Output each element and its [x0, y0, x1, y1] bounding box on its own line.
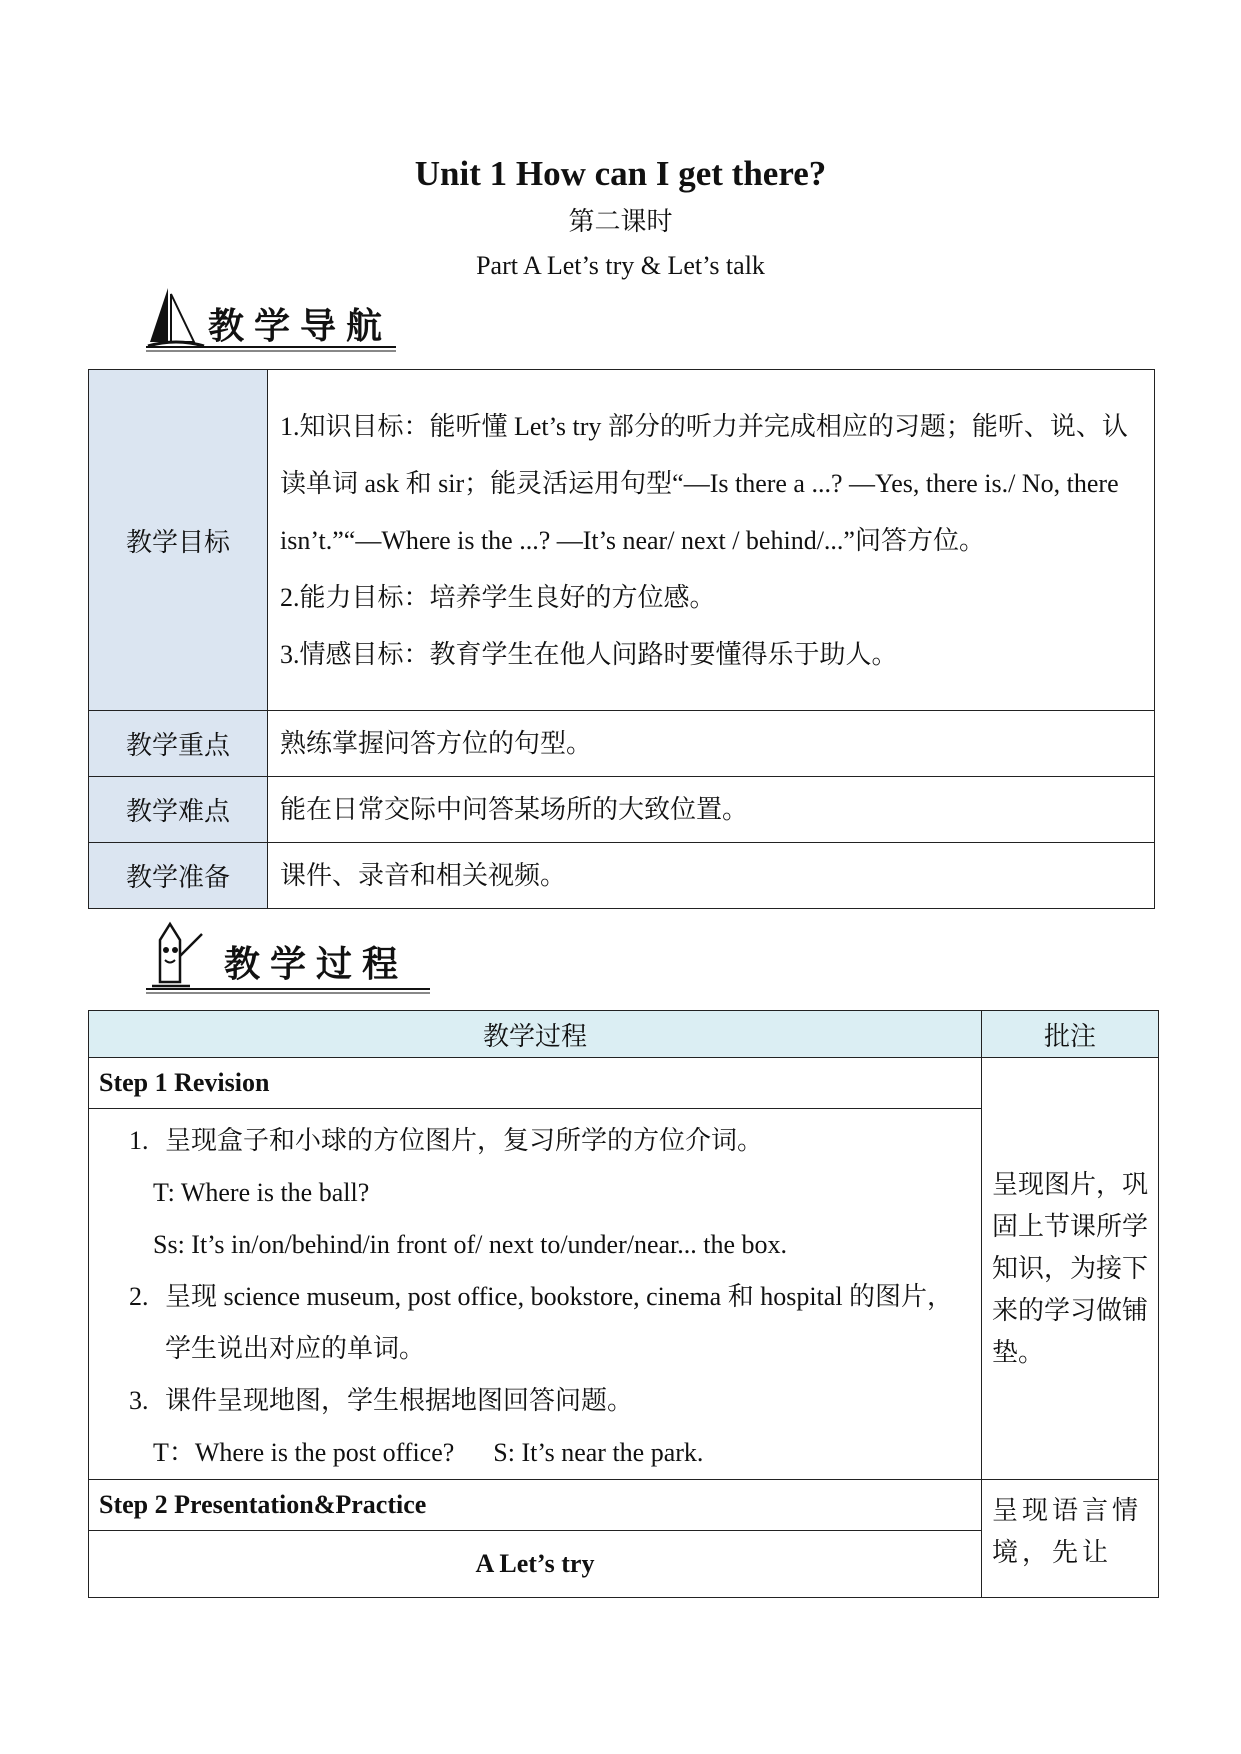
- goal-line-3: 3.情感目标：教育学生在他人问路时要懂得乐于助人。: [280, 639, 898, 669]
- banner-underline: [146, 344, 396, 354]
- step1-body: [89, 1109, 982, 1480]
- teaching-nav-table: [88, 369, 1155, 909]
- goal-label: 教学目标: [89, 370, 268, 711]
- lesson-subtitle: 第二课时: [568, 207, 673, 236]
- list-item: T: Where is the ball?: [153, 1178, 370, 1207]
- goal-line-1: 1.知识目标：能听懂 Let’s try 部分的听力并完成相应的习题；能听、说、认读单词 ask 和 sir；能灵活运用句型“—Is there a ...? —Yes, there is./ No, there isn’t.”“—Where is the ...? —It’s near/ next / behind/...”问答方位。: [280, 411, 1128, 555]
- list-item: 3. 课件呈现地图，学生根据地图回答问题。: [129, 1386, 634, 1415]
- process-column-header: 教学过程: [89, 1011, 982, 1058]
- banner-title: 教学导航: [208, 306, 393, 347]
- preparation-content: 课件、录音和相关视频。: [268, 843, 1155, 909]
- difficulty-content: 能在日常交际中问答某场所的大致位置。: [268, 777, 1155, 843]
- goal-line-2: 2.能力目标：培养学生良好的方位感。: [280, 582, 716, 612]
- preparation-label: 教学准备: [89, 843, 268, 909]
- note-column-header: 批注: [982, 1011, 1159, 1058]
- goal-content: [268, 370, 1155, 711]
- key-label: 教学重点: [89, 711, 268, 777]
- key-content: 熟练掌握问答方位的句型。: [268, 711, 1155, 777]
- step1-note: 呈现图片，巩固上节课所学知识，为接下来的学习做铺垫。: [982, 1058, 1159, 1480]
- step1-title: Step 1 Revision: [89, 1058, 982, 1109]
- banner-underline: [146, 986, 430, 996]
- list-item: 1. 呈现盒子和小球的方位图片，复习所学的方位介词。: [129, 1126, 764, 1155]
- teaching-process-banner: [146, 920, 430, 998]
- page-title: Unit 1 How can I get there?: [414, 154, 827, 193]
- teaching-nav-banner: [146, 284, 396, 356]
- step2-note: 呈现语言情境，先让: [982, 1480, 1159, 1598]
- step2-title: Step 2 Presentation&Practice: [89, 1480, 982, 1531]
- step2-subtitle: A Let’s try: [89, 1531, 982, 1598]
- list-item: 2. 呈现 science museum, post office, bookstore, cinema 和 hospital 的图片，学生说出对应的单词。: [129, 1282, 954, 1363]
- pencil-mascot-icon: [146, 920, 216, 992]
- list-item: Ss: It’s in/on/behind/in front of/ next to/under/near... the box.: [153, 1230, 788, 1259]
- part-subtitle: Part A Let’s try & Let’s talk: [476, 251, 765, 280]
- teaching-process-table: [88, 1010, 1159, 1598]
- difficulty-label: 教学难点: [89, 777, 268, 843]
- banner-title: 教学过程: [224, 944, 409, 985]
- list-item: T：Where is the post office? S: It’s near the park.: [153, 1438, 704, 1467]
